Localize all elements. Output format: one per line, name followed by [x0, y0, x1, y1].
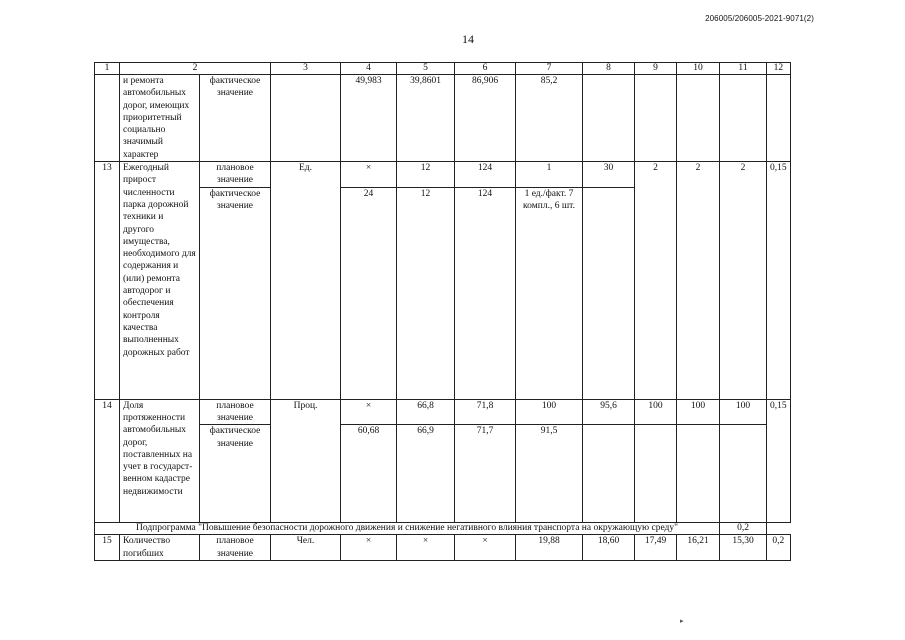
indicator-name: Количество погибших [120, 535, 200, 561]
value-cell: 39,8601 [397, 75, 455, 162]
row-number: 15 [95, 535, 120, 561]
column-numbers-row [95, 63, 791, 75]
value-cell: × [455, 535, 516, 561]
col-number: 4 [341, 63, 397, 75]
value-cell: 1 [516, 162, 583, 188]
col-number: 6 [455, 63, 516, 75]
indicator-name: Доля протяженности автомобильных дорог, поставленных на учет в государст-венном кадастре недвижимости [120, 399, 200, 523]
value-cell: 100 [635, 399, 677, 425]
value-type-label: плановое значение [200, 162, 271, 188]
document-id: 206005/206005-2021-9071(2) [705, 14, 814, 23]
col-number: 9 [635, 63, 677, 75]
value-cell: 60,68 [341, 425, 397, 523]
value-cell: × [397, 535, 455, 561]
value-cell: 100 [677, 399, 720, 425]
value-cell: 15,30 [720, 535, 767, 561]
indicator-name: и ремонта автомобильных дорог, имеющих приоритетный социально значимый характер [120, 75, 200, 162]
col-number: 5 [397, 63, 455, 75]
col-number: 1 [95, 63, 120, 75]
value-cell: 2 [720, 162, 767, 400]
col-number: 12 [767, 63, 791, 75]
weight-cell: 0,15 [767, 162, 791, 400]
table-row [95, 162, 791, 188]
value-cell: 12 [397, 162, 455, 188]
table-row [95, 425, 791, 523]
value-cell: 2 [677, 162, 720, 400]
value-cell: 30 [583, 162, 635, 188]
row-number: 13 [95, 162, 120, 400]
subprogram-title: Подпрограмма "Повышение безопасности дорожного движения и снижение негативного влияния транспорта на окружающую среду" [95, 523, 720, 535]
value-cell: 95,6 [583, 399, 635, 425]
value-cell: 49,983 [341, 75, 397, 162]
value-type-label: плановое значение [200, 535, 271, 561]
col-number: 2 [120, 63, 271, 75]
value-cell: 66,8 [397, 399, 455, 425]
value-cell: 12 [397, 187, 455, 399]
indicator-name: Ежегодный прирост численности парка дорожной техники и другого имущества, необходимого для содержания и (или) ремонта автодорог и обеспечения контроля качества выполненных дорожных работ [120, 162, 200, 400]
value-cell: 100 [720, 399, 767, 425]
value-cell: 2 [635, 162, 677, 400]
table-row [95, 75, 791, 162]
value-type-label: фактическое значение [200, 75, 271, 162]
value-cell: 24 [341, 187, 397, 399]
value-cell: 66,9 [397, 425, 455, 523]
value-cell: 18,60 [583, 535, 635, 561]
value-cell: 71,7 [455, 425, 516, 523]
unit-cell: Чел. [271, 535, 341, 561]
col-number: 10 [677, 63, 720, 75]
value-cell: 1 ед./факт. 7 компл., 6 шт. [516, 187, 583, 399]
scan-speck: ▸ [680, 617, 684, 625]
indicator-table [94, 62, 791, 561]
table-row [95, 399, 791, 425]
unit-cell: Ед. [271, 162, 341, 400]
subprogram-row [95, 523, 791, 535]
table-row [95, 535, 791, 561]
value-cell: × [341, 162, 397, 188]
value-type-label: плановое значение [200, 399, 271, 425]
weight-cell: 0,2 [767, 535, 791, 561]
col-number: 8 [583, 63, 635, 75]
unit-cell: Проц. [271, 399, 341, 523]
col-number: 11 [720, 63, 767, 75]
value-cell: 124 [455, 187, 516, 399]
col-number: 7 [516, 63, 583, 75]
value-cell: × [341, 399, 397, 425]
value-cell: 86,906 [455, 75, 516, 162]
weight-cell: 0,2 [720, 523, 767, 535]
col-number: 3 [271, 63, 341, 75]
page-number: 14 [462, 32, 474, 46]
value-cell: 91,5 [516, 425, 583, 523]
value-cell: × [341, 535, 397, 561]
value-cell: 19,88 [516, 535, 583, 561]
value-cell: 16,21 [677, 535, 720, 561]
value-cell: 124 [455, 162, 516, 188]
value-cell: 100 [516, 399, 583, 425]
value-cell: 71,8 [455, 399, 516, 425]
value-cell: 85,2 [516, 75, 583, 162]
value-type-label: фактическое значение [200, 187, 271, 399]
row-number: 14 [95, 399, 120, 523]
value-type-label: фактическое значение [200, 425, 271, 523]
value-cell: 17,49 [635, 535, 677, 561]
weight-cell: 0,15 [767, 399, 791, 523]
